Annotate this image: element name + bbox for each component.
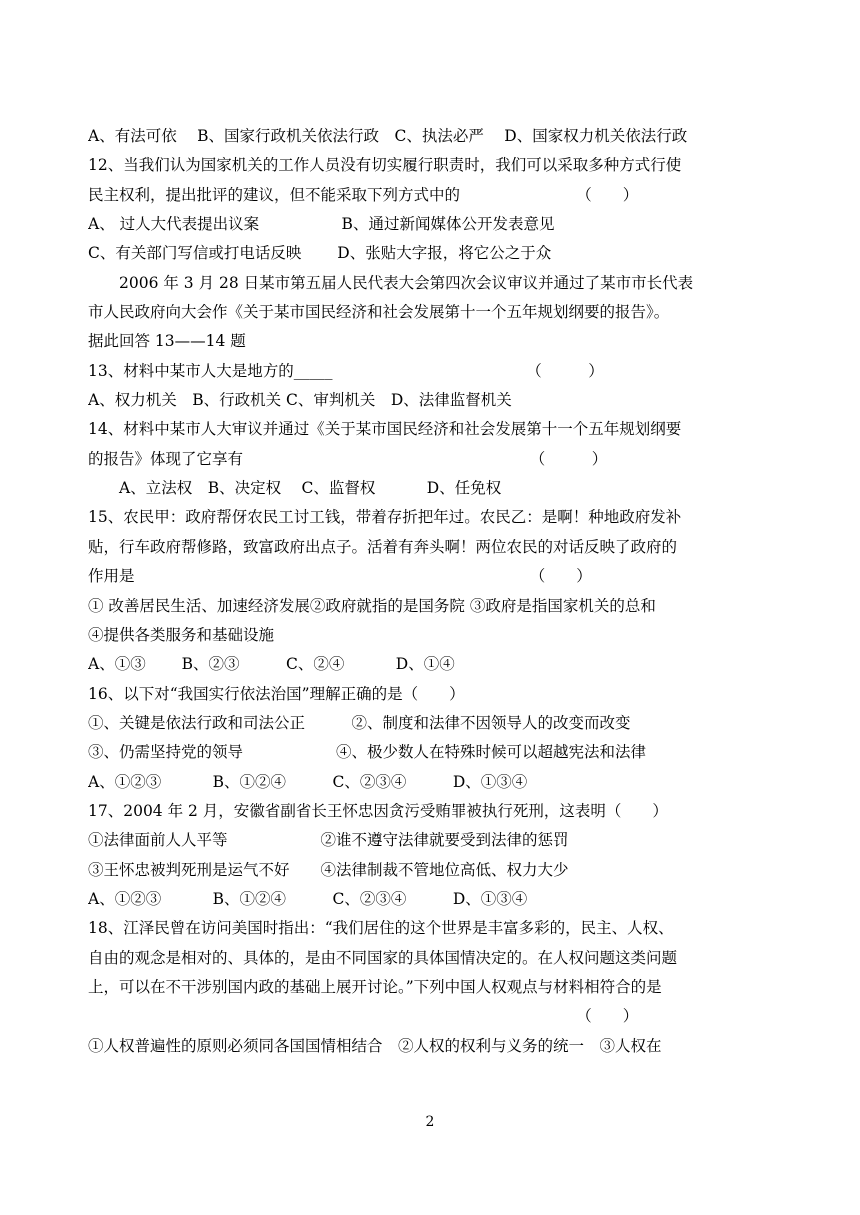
text-line: ① 改善居民生活、加速经济发展②政府就指的是国务院 ③政府是指国家机关的总和 [88, 596, 656, 615]
text-line: 2006 年 3 月 28 日某市第五届人民代表大会第四次会议审议并通过了某市市长代表 [88, 273, 694, 292]
text-line: 上，可以在不干涉别国内政的基础上展开讨论。”下列中国人权观点与材料相符合的是 [88, 977, 662, 996]
text-line: ①法律面前人人平等 ②谁不遵守法律就要受到法律的惩罚 [88, 831, 569, 850]
text-line: ③王怀忠被判死刑是运气不好 ④法律制裁不管地位高低、权力大少 [88, 860, 569, 879]
text-line: 市人民政府向大会作《关于某市国民经济和社会发展第十一个五年规划纲要的报告》。 [88, 303, 670, 322]
text-line: 13、材料中某市人大是地方的_____ （ ） [88, 361, 604, 380]
text-line: A、有法可依 B、国家行政机关依法行政 C、执法必严 D、国家权力机关依法行政 [88, 127, 688, 145]
text-line: 的报告》体现了它享有 （ ） [88, 449, 608, 468]
text-line: 14、材料中某市人大审议并通过《关于某市国民经济和社会发展第十一个五年规划纲要 [88, 420, 682, 439]
text-line: A、①②③ B、①②④ C、②③④ D、①③④ [88, 889, 528, 908]
page-number: 2 [425, 1114, 435, 1130]
text-line: A、立法权 B、决定权 C、监督权 D、任免权 [88, 479, 502, 498]
text-line: A、①③ B、②③ C、②④ D、①④ [88, 655, 455, 674]
text-line: 18、江泽民曾在访问美国时指出：“我们居住的这个世界是丰富多彩的，民主、人权、 [88, 919, 674, 938]
text-line: 据此回答 13——14 题 [88, 332, 246, 351]
text-line: 17、2004 年 2 月，安徽省副省长王怀忠因贪污受贿罪被执行死刑，这表明（ ） [88, 801, 668, 820]
text-line: 15、农民甲：政府帮伢农民工讨工钱，带着存折把年过。农民乙：是啊！种地政府发补 [88, 508, 682, 527]
text-line: ③、仍需坚持党的领导 ④、极少数人在特殊时候可以超越宪法和法律 [88, 743, 647, 762]
text-line: ①、关键是依法行政和司法公正 ②、制度和法律不因领导人的改变而改变 [88, 713, 631, 732]
text-line: C、有关部门写信或打电话反映 D、张贴大字报，将它公之于众 [88, 244, 552, 263]
text-line: A、①②③ B、①②④ C、②③④ D、①③④ [88, 772, 528, 791]
text-line: 民主权利，提出批评的建议，但不能采取下列方式中的 （ ） [88, 185, 639, 204]
text-line: A、权力机关 B、行政机关 C、审判机关 D、法律监督机关 [88, 391, 512, 410]
text-line: 12、当我们认为国家机关的工作人员没有切实履行职责时，我们可以采取多种方式行使 [88, 156, 682, 175]
text-line: ①人权普遍性的原则必须同各国国情相结合 ②人权的权利与义务的统一 ③人权在 [88, 1036, 662, 1055]
text-line: 作用是 （ ） [88, 567, 592, 586]
text-line: 16、以下对“我国实行依法治国”理解正确的是（ ） [88, 684, 465, 703]
text-line: A、 过人大代表提出议案 B、通过新闻媒体公开发表意见 [88, 215, 555, 234]
text-line: 自由的观念是相对的、具体的，是由不同国家的具体国情决定的。在人权问题这类问题 [88, 948, 678, 967]
text-line: 贴，行车政府帮修路，致富政府出点子。活着有奔头啊！两位农民的对话反映了政府的 [88, 537, 678, 556]
text-line: （ ） [88, 1007, 639, 1026]
text-line: ④提供各类服务和基础设施 [88, 625, 275, 644]
page-content [88, 122, 748, 1061]
